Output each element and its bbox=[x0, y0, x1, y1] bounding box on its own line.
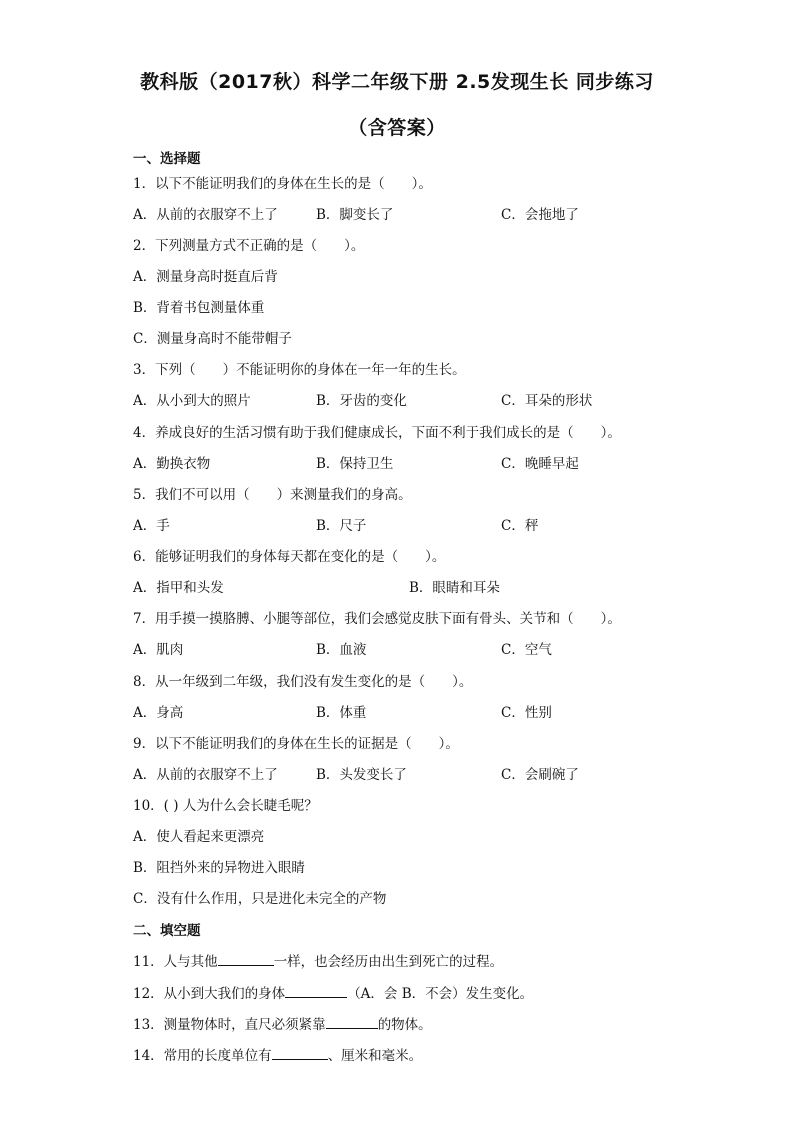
question-stem: 1．以下不能证明我们的身体在生长的是（ ）。 bbox=[133, 176, 432, 192]
question-stem: 4．养成良好的生活习惯有助于我们健康成长，下面不利于我们成长的是（ ）。 bbox=[133, 425, 621, 441]
option-b: B．头发变长了 bbox=[316, 767, 407, 783]
option-b: B．脚变长了 bbox=[316, 207, 394, 223]
question-stem: 2．下列测量方式不正确的是（ ）。 bbox=[133, 238, 365, 254]
option-b: B．牙齿的变化 bbox=[316, 393, 407, 409]
fill-question bbox=[133, 1044, 422, 1064]
question-text-before: 12．从小到大我们的身体 bbox=[133, 986, 286, 1002]
option-a: A．勤换衣物 bbox=[133, 456, 211, 472]
option-b: B．背着书包测量体重 bbox=[133, 300, 265, 316]
section-heading-choice: 一、选择题 bbox=[133, 151, 201, 167]
option-a: A．测量身高时挺直后背 bbox=[133, 269, 278, 285]
option-a: A．从前的衣服穿不上了 bbox=[133, 767, 278, 783]
answer-blank[interactable] bbox=[285, 985, 347, 998]
option-a: A．身高 bbox=[133, 705, 184, 721]
fill-question bbox=[133, 1013, 432, 1033]
answer-blank[interactable] bbox=[272, 1047, 328, 1060]
option-b: B．保持卫生 bbox=[316, 456, 394, 472]
option-c: C．测量身高时不能带帽子 bbox=[133, 331, 292, 347]
question-text-before: 13．测量物体时，直尺必须紧靠 bbox=[133, 1017, 326, 1033]
question-text-after: 、厘米和毫米。 bbox=[327, 1048, 423, 1064]
option-a: A．从前的衣服穿不上了 bbox=[133, 207, 278, 223]
option-c: C．秤 bbox=[501, 518, 539, 534]
question-stem: 7．用手摸一摸胳膊、小腿等部位，我们会感觉皮肤下面有骨头、关节和（ ）。 bbox=[133, 611, 621, 627]
option-b: B．阻挡外来的异物进入眼睛 bbox=[133, 860, 305, 876]
question-stem: 3．下列（ ）不能证明你的身体在一年一年的生长。 bbox=[133, 362, 466, 378]
option-c: C．晚睡早起 bbox=[501, 456, 579, 472]
answer-blank[interactable] bbox=[326, 1016, 378, 1029]
question-text-after: 一样，也会经历由出生到死亡的过程。 bbox=[273, 954, 504, 970]
option-b: B．眼睛和耳朵 bbox=[409, 580, 500, 596]
option-a: A．手 bbox=[133, 518, 170, 534]
question-text-after: 的物体。 bbox=[377, 1017, 432, 1033]
option-c: C．会拖地了 bbox=[501, 207, 579, 223]
option-a: A．指甲和头发 bbox=[133, 580, 224, 596]
question-stem: 5．我们不可以用（ ）来测量我们的身高。 bbox=[133, 487, 412, 503]
option-c: C．会刷碗了 bbox=[501, 767, 579, 783]
option-a: A．肌肉 bbox=[133, 642, 184, 658]
question-stem: 8．从一年级到二年级，我们没有发生变化的是（ ）。 bbox=[133, 674, 473, 690]
option-b: B．体重 bbox=[316, 705, 367, 721]
document-title: 教科版（2017秋）科学二年级下册 2.5发现生长 同步练习 bbox=[140, 71, 654, 93]
question-text-after: （A．会 B．不会）发生变化。 bbox=[347, 986, 534, 1002]
question-stem: 6．能够证明我们的身体每天都在变化的是（ ）。 bbox=[133, 549, 446, 565]
fill-question bbox=[133, 950, 503, 970]
answer-blank[interactable] bbox=[218, 953, 274, 966]
question-text-before: 14．常用的长度单位有 bbox=[133, 1048, 272, 1064]
document-subtitle: （含答案） bbox=[348, 117, 446, 139]
option-c: C．耳朵的形状 bbox=[501, 393, 593, 409]
question-text-before: 11．人与其他 bbox=[133, 954, 218, 970]
option-b: B．血液 bbox=[316, 642, 367, 658]
option-c: C．空气 bbox=[501, 642, 552, 658]
question-stem: 9．以下不能证明我们的身体在生长的证据是（ ）。 bbox=[133, 736, 459, 752]
option-a: A．从小到大的照片 bbox=[133, 393, 251, 409]
option-b: B．尺子 bbox=[316, 518, 367, 534]
option-a: A．使人看起来更漂亮 bbox=[133, 829, 265, 845]
option-c: C．性别 bbox=[501, 705, 552, 721]
question-stem: 10．( ) 人为什么会长睫毛呢？ bbox=[133, 798, 318, 814]
option-c: C．没有什么作用，只是进化未完全的产物 bbox=[133, 891, 387, 907]
section-heading-fill: 二、填空题 bbox=[133, 923, 201, 939]
fill-question bbox=[133, 982, 533, 1002]
